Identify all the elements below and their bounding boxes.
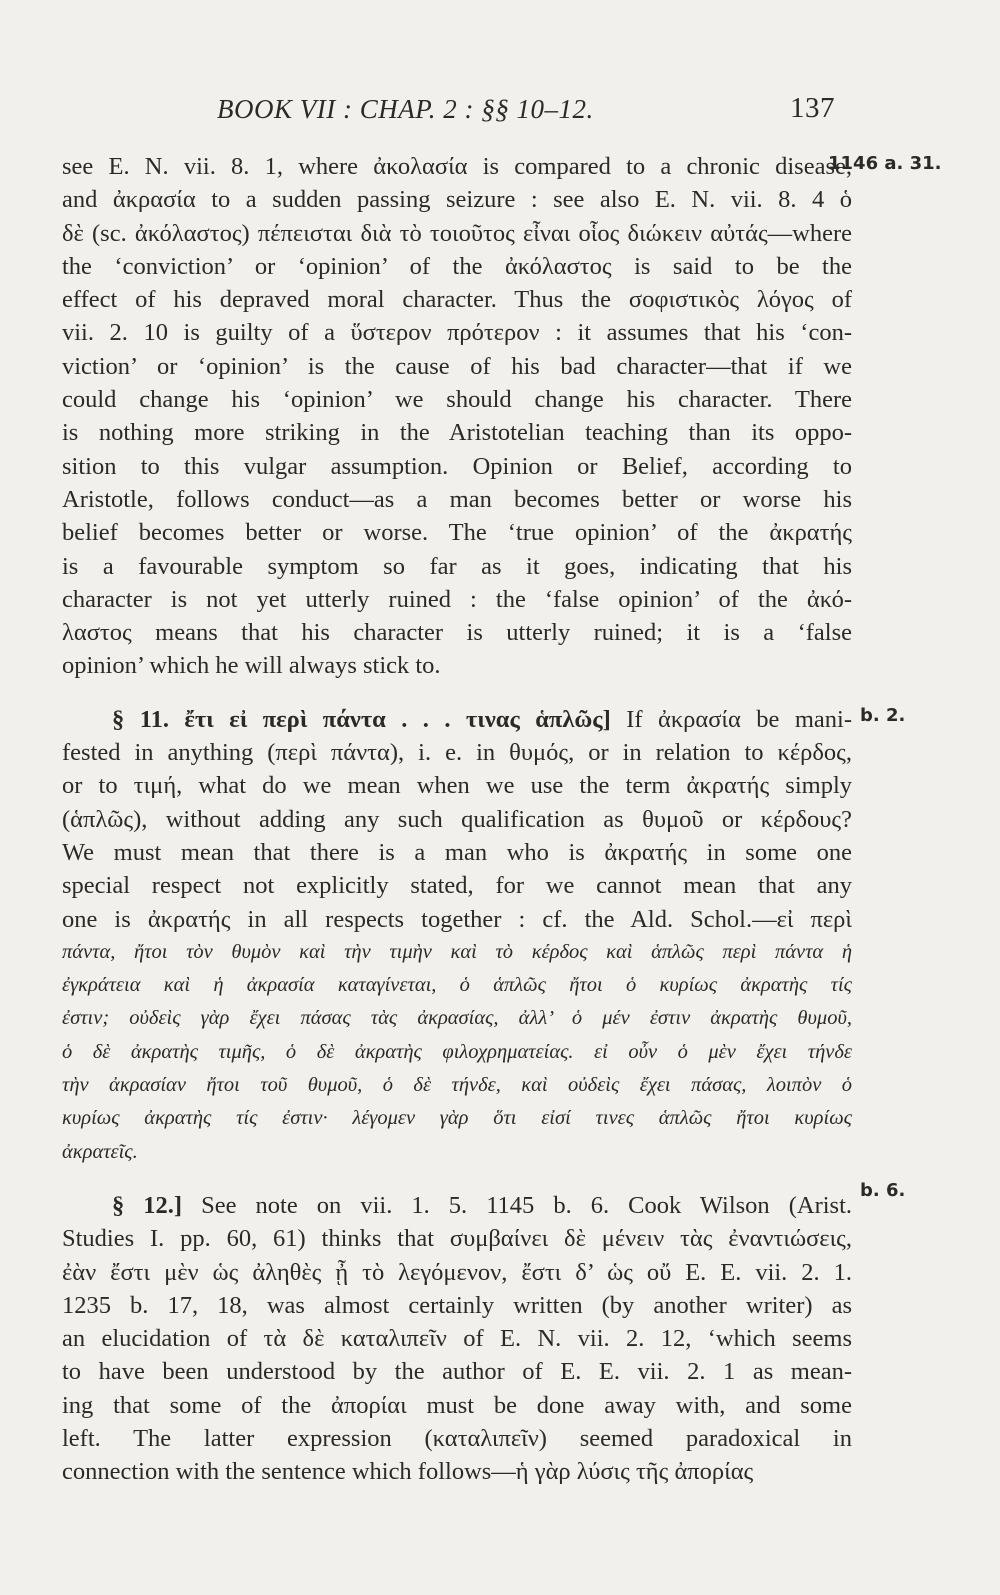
text-line: opinion’ which he will always stick to.	[62, 652, 441, 680]
paragraph-3-first-line	[62, 1189, 852, 1222]
text-line: δὲ (sc. ἀκόλαστος) πέπεισται διὰ τὸ τοιοῦτος εἶναι οἷος διώκειν αὐτάς—where	[62, 219, 852, 247]
greek-quote-line: ἐστιν; οὐδεὶς γὰρ ἔχει πάσας τὰς ἀκρασίας, ἀλλ’ ὁ μέν ἐστιν ἀκρατὴς θυμοῦ,	[62, 1007, 852, 1030]
text-line: Studies I. pp. 60, 61) thinks that συμβαίνει δὲ μένειν τὰς ἐναντιώσεις,	[62, 1225, 852, 1253]
text-line: see E. N. vii. 8. 1, where ἀκολασία is compared to a chronic disease,	[62, 153, 852, 180]
text-line: could change his ‘opinion’ we should change his character. There	[62, 386, 852, 414]
text-line: one is ἀκρατής in all respects together : cf. the Ald. Schol.—εἰ περὶ	[62, 905, 852, 933]
text-line: ing that some of the ἀπορίαι must be done away with, and some	[62, 1391, 852, 1419]
text-line: connection with the sentence which follows—ἡ γὰρ λύσις τῆς ἀπορίας	[62, 1458, 754, 1486]
running-title: BOOK VII : CHAP. 2 : §§ 10–12.	[217, 94, 594, 124]
paragraph-gap	[62, 1169, 852, 1189]
text-line: the ‘conviction’ or ‘opinion’ of the ἀκόλαστος is said to be the	[62, 252, 852, 280]
section-mark: § 11.	[112, 705, 169, 733]
text-line: or to τιμή, what do we mean when we use the term ἀκρατής simply	[62, 772, 852, 800]
text-line: is a favourable symptom so far as it goes, indicating that his	[62, 552, 852, 580]
text-line: special respect not explicitly stated, for we cannot mean that any	[62, 872, 852, 900]
paragraph-2	[62, 703, 852, 1169]
text-line: belief becomes better or worse. The ‘true opinion’ of the ἀκρατής	[62, 519, 852, 547]
text-line: 1235 b. 17, 18, was almost certainly written (by another writer) as	[62, 1291, 852, 1319]
paragraph-1	[62, 150, 852, 683]
paragraph-gap	[62, 683, 852, 703]
text-line: λαστος means that his character is utterly ruined; it is a ‘false	[62, 619, 852, 647]
text-line: an elucidation of τὰ δὲ καταλιπεῖν of E. N. vii. 2. 12, ‘which seems	[62, 1325, 852, 1353]
text-line: We must mean that there is a man who is ἀκρατής in some one	[62, 838, 852, 866]
greek-lemma: ἔτι εἰ περὶ πάντα . . . τινας ἁπλῶς]	[184, 705, 611, 733]
page-number: 137	[790, 92, 835, 124]
greek-quote-line: πάντα, ἤτοι τὸν θυμὸν καὶ τὴν τιμὴν καὶ τὸ κέρδος καὶ ἁπλῶς περὶ πάντα ἡ	[62, 940, 852, 963]
margin-reference-b2: b. 2.	[860, 705, 906, 726]
greek-quote-line: ὁ δὲ ἀκρατὴς τιμῆς, ὁ δὲ ἀκρατὴς φιλοχρηματείας. εἰ οὖν ὁ μὲν ἔχει τήνδε	[62, 1040, 852, 1063]
commentary-text	[62, 150, 852, 1489]
greek-quote-line: κυρίως ἀκρατὴς τίς ἐστιν· λέγομεν γὰρ ὅτι εἰσί τινες ἁπλῶς ἤτοι κυρίως	[62, 1107, 852, 1130]
text-line: Aristotle, follows conduct—as a man becomes better or worse his	[62, 485, 852, 513]
text-line: is nothing more striking in the Aristotelian teaching than its oppo-	[62, 419, 852, 447]
text-line: viction’ or ‘opinion’ is the cause of his bad character—that if we	[62, 352, 852, 380]
text-fragment: If ἀκρασία be mani-	[626, 705, 853, 733]
greek-quote-line: ἐγκράτεια καὶ ἡ ἀκρασία καταγίνεται, ὁ ἁπλῶς ἤτοι ὁ κυρίως ἀκρατὴς τίς	[62, 974, 852, 997]
margin-reference-b6: b. 6.	[860, 1180, 906, 1201]
paragraph-3	[62, 1189, 852, 1489]
running-head	[205, 92, 845, 132]
section-mark: § 12.]	[112, 1191, 183, 1219]
text-line: and ἀκρασία to a sudden passing seizure : see also E. N. vii. 8. 4 ὁ	[62, 186, 852, 214]
text-line: sition to this vulgar assumption. Opinion or Belief, according to	[62, 452, 852, 480]
text-line: character is not yet utterly ruined : the ‘false opinion’ of the ἀκό-	[62, 585, 852, 613]
greek-quote-line: τὴν ἀκρασίαν ἤτοι τοῦ θυμοῦ, ὁ δὲ τήνδε, καὶ οὐδεὶς ἔχει πάσας, λοιπὸν ὁ	[62, 1074, 852, 1097]
text-line: ἐὰν ἔστι μὲν ὡς ἀληθὲς ᾖ τὸ λεγόμενον, ἔστι δ’ ὡς οὔ E. E. vii. 2. 1.	[62, 1258, 852, 1286]
text-line: (ἁπλῶς), without adding any such qualification as θυμοῦ or κέρδους?	[62, 805, 852, 833]
greek-quote-line: ἀκρατεῖς.	[62, 1140, 138, 1163]
text-line: vii. 2. 10 is guilty of a ὕστερον πρότερον : it assumes that his ‘con-	[62, 319, 852, 347]
text-line: fested in anything (περὶ πάντα), i. e. in θυμός, or in relation to κέρδος,	[62, 739, 852, 767]
paragraph-2-first-line	[62, 703, 852, 736]
text-line: left. The latter expression (καταλιπεῖν) seemed paradoxical in	[62, 1424, 852, 1452]
margin-reference-1146a31: 1146 a. 31.	[828, 153, 942, 174]
text-line: to have been understood by the author of E. E. vii. 2. 1 as mean-	[62, 1358, 852, 1386]
text-fragment: See note on vii. 1. 5. 1145 b. 6. Cook Wilson (Arist.	[201, 1191, 853, 1219]
text-line: effect of his depraved moral character. Thus the σοφιστικὸς λόγος of	[62, 286, 852, 314]
